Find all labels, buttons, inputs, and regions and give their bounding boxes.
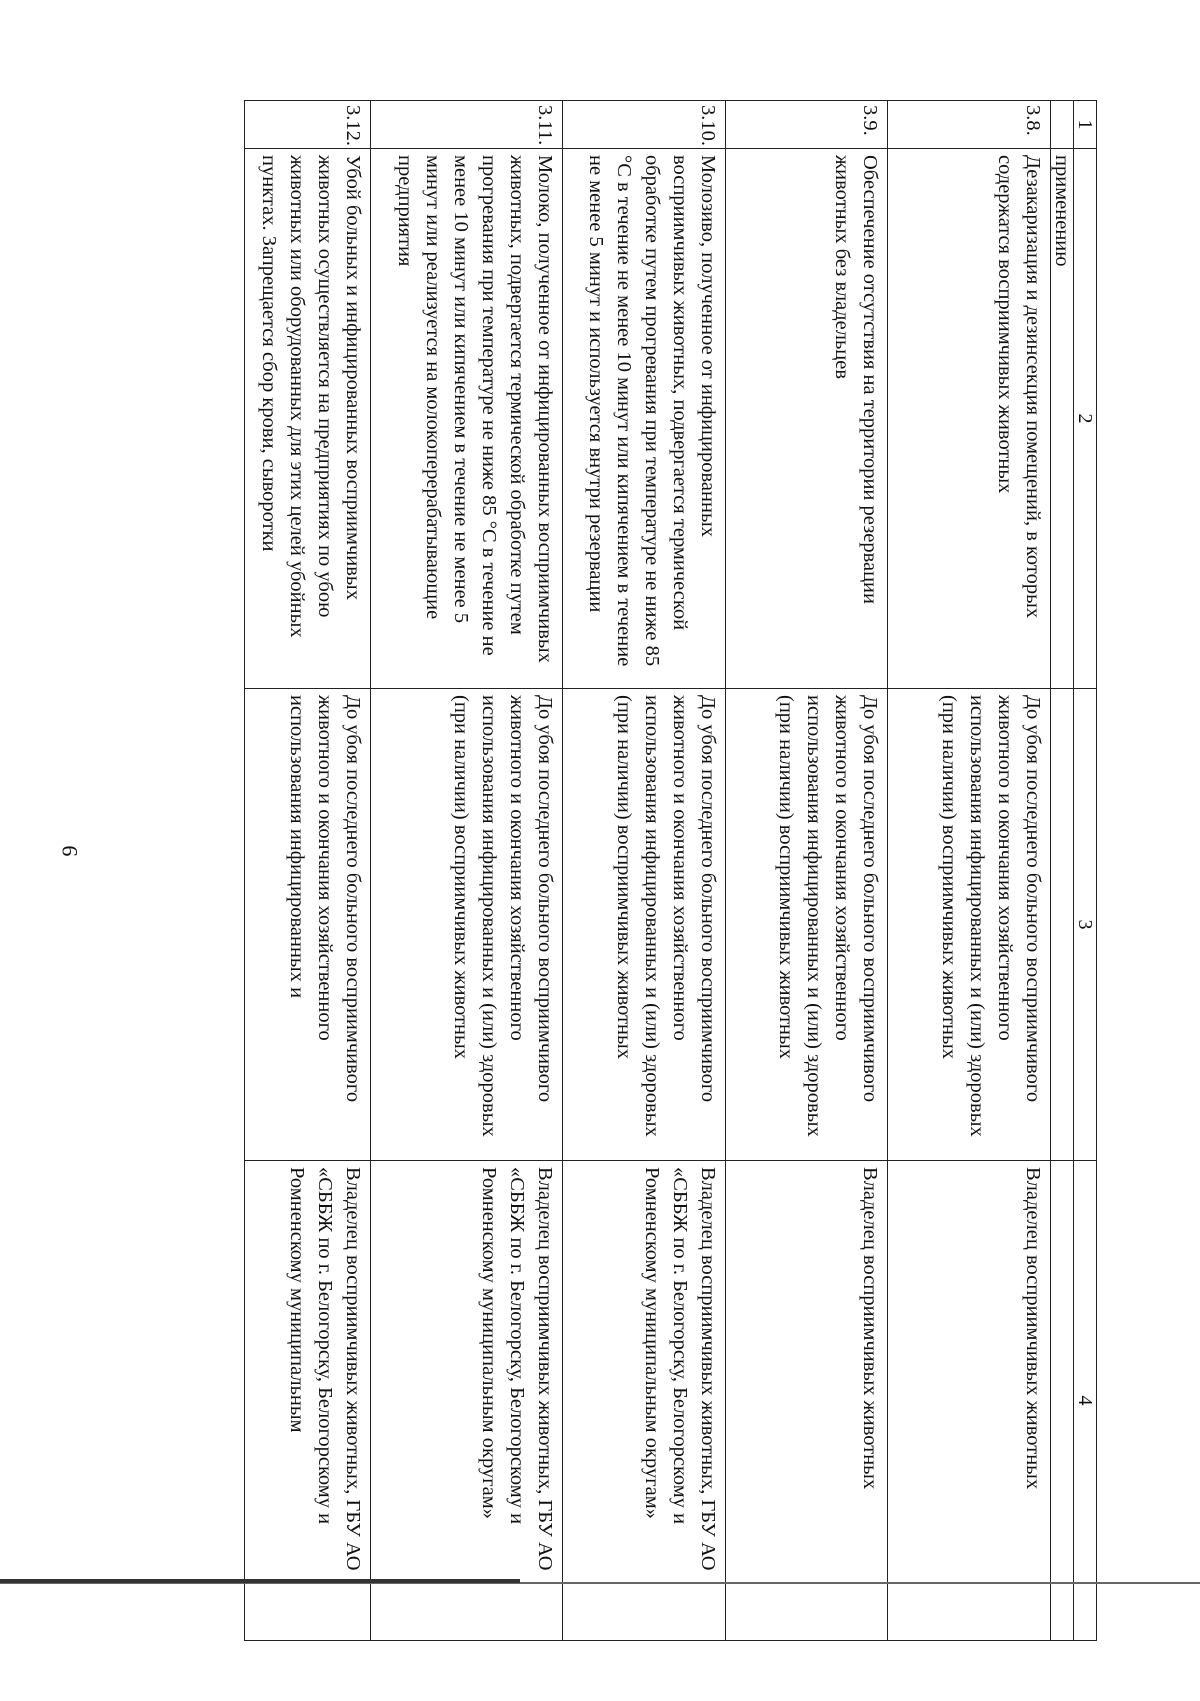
continuation-term-cell xyxy=(1051,689,1074,1161)
measure-cell: Молозиво, полученное от инфицированных восприимчивых животных, подвергается термической обработке путем прогревания при температуре не ниже 85 °С в течение не менее 10 минут или кипячением в течение не менее 5 минут и используется внутри резервации xyxy=(563,149,726,689)
column-4-header: 4 xyxy=(1074,1161,1097,1641)
rotated-document-sheet xyxy=(199,100,1097,1640)
scan-edge-shadow xyxy=(0,1579,520,1583)
column-3-header: 3 xyxy=(1074,689,1097,1161)
table-row xyxy=(245,101,371,1641)
table-row xyxy=(726,101,888,1641)
table-row xyxy=(563,101,726,1641)
term-cell: До убоя последнего больного восприимчивого животного и окончания хозяйственного использования инфицированных и (или) здоровых (при наличии) восприимчивых животных xyxy=(888,689,1051,1161)
column-1-header: 1 xyxy=(1074,101,1097,149)
table-row xyxy=(371,101,563,1641)
header-row xyxy=(1074,101,1097,1641)
responsible-cell: Владелец восприимчивых животных, ГБУ АО «СББЖ по г. Белогорску, Белогорскому и Ромненскому муниципальным округам» xyxy=(563,1161,726,1641)
responsible-cell: Владелец восприимчивых животных xyxy=(888,1161,1051,1641)
continuation-row xyxy=(1051,101,1074,1641)
term-cell: До убоя последнего больного восприимчивого животного и окончания хозяйственного использования инфицированных и (или) здоровых (при наличии) восприимчивых животных xyxy=(371,689,563,1161)
row-number: 3.10. xyxy=(563,101,726,149)
measure-cell: Молоко, полученное от инфицированных восприимчивых животных, подвергается термической обработке путем прогревания при температуре не ниже 85 °С в течение не менее 10 минут или кипячением в течение не менее 5 минут или реализуется на молокоперерабатывающие предприятия xyxy=(371,149,563,689)
row-number: 3.8. xyxy=(888,101,1051,149)
row-number: 3.11. xyxy=(371,101,563,149)
measures-table xyxy=(244,100,1097,1641)
term-cell: До убоя последнего больного восприимчивого животного и окончания хозяйственного использования инфицированных и (или) здоровых (при наличии) восприимчивых животных xyxy=(726,689,888,1161)
page-number: 9 xyxy=(57,845,82,857)
row-number: 3.9. xyxy=(726,101,888,149)
continuation-responsible-cell xyxy=(1051,1161,1074,1641)
measure-cell: Дезакаризация и дезинсекция помещений, в которых содержатся восприимчивых животных xyxy=(888,149,1051,689)
term-cell: До убоя последнего больного восприимчивого животного и окончания хозяйственного использования инфицированных и (или) здоровых (при наличии) восприимчивых животных xyxy=(563,689,726,1161)
measure-cell: Обеспечение отсутствия на территории резервации животных без владельцев xyxy=(726,149,888,689)
row-number: 3.12. xyxy=(245,101,371,149)
term-cell: До убоя последнего больного восприимчивого животного и окончания хозяйственного использования инфицированных и xyxy=(245,689,371,1161)
continuation-num-cell xyxy=(1051,101,1074,149)
responsible-cell: Владелец восприимчивых животных xyxy=(726,1161,888,1641)
column-2-header: 2 xyxy=(1074,149,1097,689)
continuation-text: применению xyxy=(1051,149,1074,689)
responsible-cell: Владелец восприимчивых животных, ГБУ АО «СББЖ по г. Белогорску, Белогорскому и Ромненскому муниципальным округам» xyxy=(371,1161,563,1641)
measure-cell: Убой больных и инфицированных восприимчивых животных осуществляется на предприятиях по убою животных или оборудованных для этих целей убойных пунктах. Запрещается сбор крови, сыворотки xyxy=(245,149,371,689)
table-row xyxy=(888,101,1051,1641)
responsible-cell: Владелец восприимчивых животных, ГБУ АО «СББЖ по г. Белогорску, Белогорскому и Ромненскому муниципальным xyxy=(245,1161,371,1641)
